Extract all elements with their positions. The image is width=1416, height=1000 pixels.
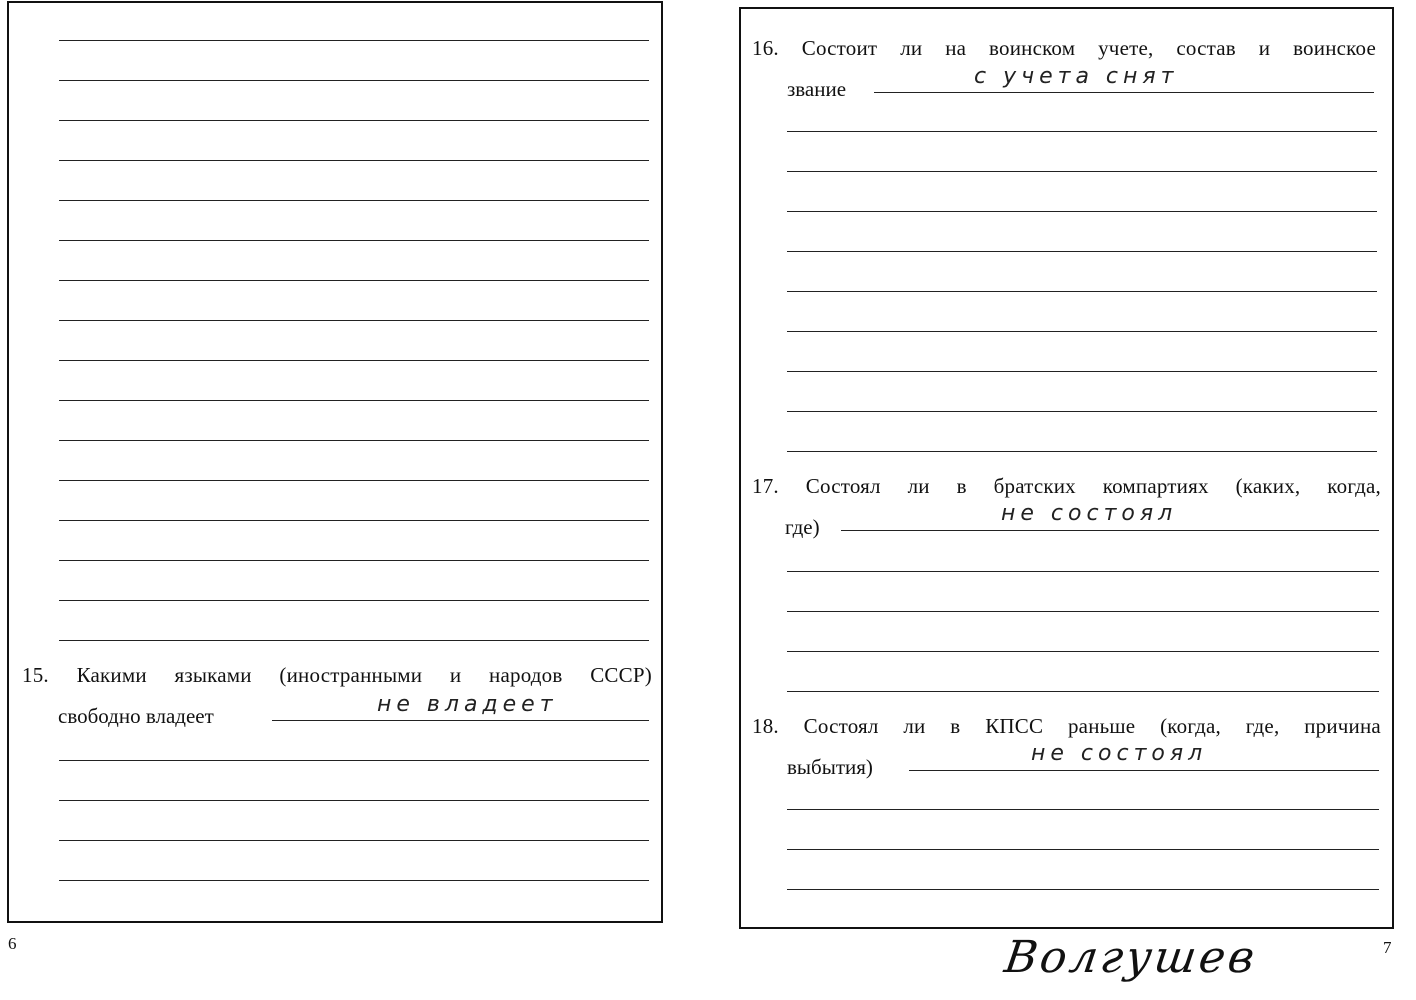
answer-line-17 (841, 530, 1379, 531)
blank-line (787, 171, 1377, 172)
blank-line (787, 131, 1377, 132)
blank-line (787, 691, 1379, 692)
blank-line (59, 600, 649, 601)
blank-line (59, 840, 649, 841)
blank-line (787, 809, 1379, 810)
blank-line (787, 571, 1379, 572)
question-18-line1: 18. Состоял ли в КПСС раньше (когда, где, причина (752, 714, 1381, 738)
answer-line-15 (272, 720, 649, 721)
blank-line (59, 400, 649, 401)
blank-line (787, 371, 1377, 372)
blank-line (787, 611, 1379, 612)
blank-line (59, 880, 649, 881)
question-17-line1: 17. Состоял ли в братских компартиях (каких, когда, (752, 474, 1381, 498)
question-16-line2: звание (787, 77, 847, 101)
blank-line (59, 80, 649, 81)
blank-line (59, 280, 649, 281)
blank-line (787, 331, 1377, 332)
blank-line (59, 160, 649, 161)
blank-line (59, 200, 649, 201)
handwritten-answer-16: с учета снят (974, 64, 1179, 89)
handwritten-answer-15: не владеет (377, 692, 558, 717)
page-number-left: 6 (8, 934, 17, 953)
blank-line (59, 760, 649, 761)
blank-line (59, 320, 649, 321)
blank-line (787, 451, 1377, 452)
blank-line (59, 120, 649, 121)
blank-line (59, 440, 649, 441)
question-16-line1: 16. Состоит ли на воинском учете, состав и воинское (752, 36, 1376, 60)
right-page (739, 7, 1394, 929)
question-15-line1: 15. Какими языками (иностранными и народов СССР) (22, 663, 652, 687)
blank-line (59, 640, 649, 641)
blank-line (59, 360, 649, 361)
blank-line (59, 40, 649, 41)
answer-line-18 (909, 770, 1379, 771)
question-15-line2: свободно владеет (58, 704, 214, 728)
blank-line (59, 560, 649, 561)
page-number-right: 7 (1383, 938, 1392, 957)
blank-line (787, 291, 1377, 292)
handwritten-answer-17: не состоял (1001, 501, 1178, 526)
blank-line (787, 849, 1379, 850)
blank-line (59, 240, 649, 241)
blank-line (787, 889, 1379, 890)
handwritten-answer-18: не состоял (1031, 741, 1208, 766)
left-page (7, 1, 663, 923)
blank-line (787, 211, 1377, 212)
blank-line (59, 520, 649, 521)
blank-line (787, 411, 1377, 412)
question-17-line2: где) (785, 515, 820, 539)
blank-line (787, 251, 1377, 252)
blank-line (59, 800, 649, 801)
blank-line (59, 480, 649, 481)
answer-line-16 (874, 92, 1374, 93)
handwritten-signature: Волгушев (1001, 932, 1261, 983)
blank-line (787, 651, 1379, 652)
question-18-line2: выбытия) (787, 755, 873, 779)
